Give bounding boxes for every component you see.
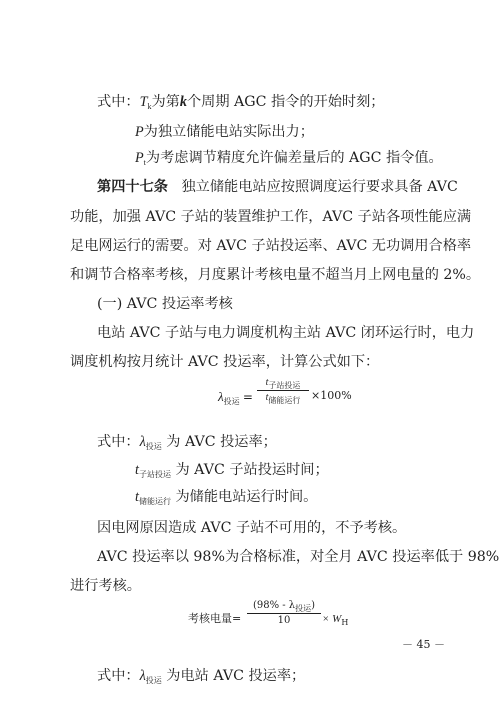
paragraph-line: 调度机构按月统计 AVC 投运率，计算公式如下： [70, 354, 380, 370]
formula-assessment [188, 613, 241, 625]
fraction-numerator: t [265, 377, 269, 388]
symbol-T: T [139, 94, 148, 110]
formula-tail-sub: H [341, 618, 349, 627]
fraction-denominator-sub: 储能运行 [268, 396, 301, 405]
equals-sign: = [232, 612, 242, 625]
paragraph-line: AVC 投运率以 98%为合格标准，对全月 AVC 投运率低于 98% [97, 549, 500, 565]
article-line-2: 功能，加强 AVC 子站的装置维护工作，AVC 子站各项性能应满 [70, 209, 472, 225]
text-segment: 个周期 AGC 指令的开始时刻； [186, 94, 385, 110]
where-label: 式中： [97, 668, 140, 684]
article-line-1 [97, 177, 458, 197]
fraction-numerator-close: ) [311, 600, 316, 611]
text-segment: 为电站 AVC 投运率； [166, 668, 306, 684]
symbol-t-sub: 储能运行 [138, 497, 171, 506]
article-line-3: 足电网运行的需要。对 AVC 子站投运率、AVC 无功调用合格率 [70, 238, 472, 254]
symbol-lambda-sub: 投运 [145, 442, 162, 451]
definition-line-tk [97, 92, 384, 114]
text-segment: 为独立储能电站实际出力； [143, 124, 314, 140]
symbol-Pt: P [135, 150, 144, 166]
section-heading: (一) AVC 投运率考核 [97, 296, 233, 312]
formula-label: 考核电量 [188, 612, 232, 625]
fraction-numerator-sub: 投运 [295, 604, 312, 613]
definition-line-t-storage [135, 487, 317, 509]
formula-lambda-sub: 投运 [223, 397, 240, 406]
article-line-4: 和调节合格率考核，月度累计考核电量不超当月上网电量的 2%。 [70, 267, 481, 283]
symbol-T-subscript: k [147, 102, 152, 111]
symbol-t: t [135, 462, 139, 478]
formula-multiplier: ×100% [311, 389, 352, 402]
text-segment: 为 AVC 投运率； [166, 434, 277, 450]
equals-sign: = [242, 390, 253, 404]
fraction-bar [257, 390, 309, 391]
symbol-k: k [179, 94, 187, 110]
symbol-P: P [135, 124, 144, 140]
where-label: 式中： [97, 434, 140, 450]
symbol-Pt-subscript: t [143, 158, 146, 167]
definition-line-lambda [97, 432, 277, 454]
paragraph-line: 因电网原因造成 AVC 子站不可用的，不予考核。 [97, 520, 407, 536]
definition-line-pt [135, 148, 443, 170]
fraction-denominator: t [265, 392, 269, 403]
formula-multiplier [322, 613, 348, 626]
fraction-numerator-sub: 子站投运 [268, 381, 301, 390]
text-segment: 为考虑调节精度允许偏差量后的 AGC 指令值。 [145, 150, 443, 166]
fraction-denominator: 10 [277, 615, 291, 626]
text-segment: 为 AVC 子站投运时间； [175, 462, 329, 478]
definition-line-p [135, 122, 314, 142]
definition-line-lambda-2 [97, 666, 305, 688]
symbol-lambda: λ [139, 434, 146, 450]
text-segment: 为第 [151, 94, 180, 110]
page-number: － 45 － [402, 638, 445, 651]
symbol-lambda: λ [139, 668, 146, 684]
formula-tail: × W [322, 613, 342, 625]
formula-fraction [257, 377, 309, 404]
symbol-t-sub: 子站投运 [138, 470, 171, 479]
fraction-bar [247, 613, 321, 614]
fraction-numerator: (98% - λ [252, 600, 296, 611]
text-segment: 独立储能电站应按照调度运行要求具备 AVC [181, 179, 458, 195]
formula-fraction [247, 600, 321, 627]
paragraph-line: 进行考核。 [70, 578, 141, 594]
symbol-lambda-sub: 投运 [145, 676, 162, 685]
paragraph-line: 电站 AVC 子站与电力调度机构主站 AVC 闭环运行时，电力 [97, 325, 475, 341]
article-title: 第四十七条 [97, 179, 168, 195]
where-label: 式中： [97, 94, 140, 110]
text-segment: 为储能电站运行时间。 [175, 489, 318, 505]
formula-availability-rate [218, 391, 253, 405]
symbol-t: t [135, 489, 139, 505]
definition-line-t-substation [135, 460, 329, 482]
formula-lambda: λ [218, 389, 224, 404]
